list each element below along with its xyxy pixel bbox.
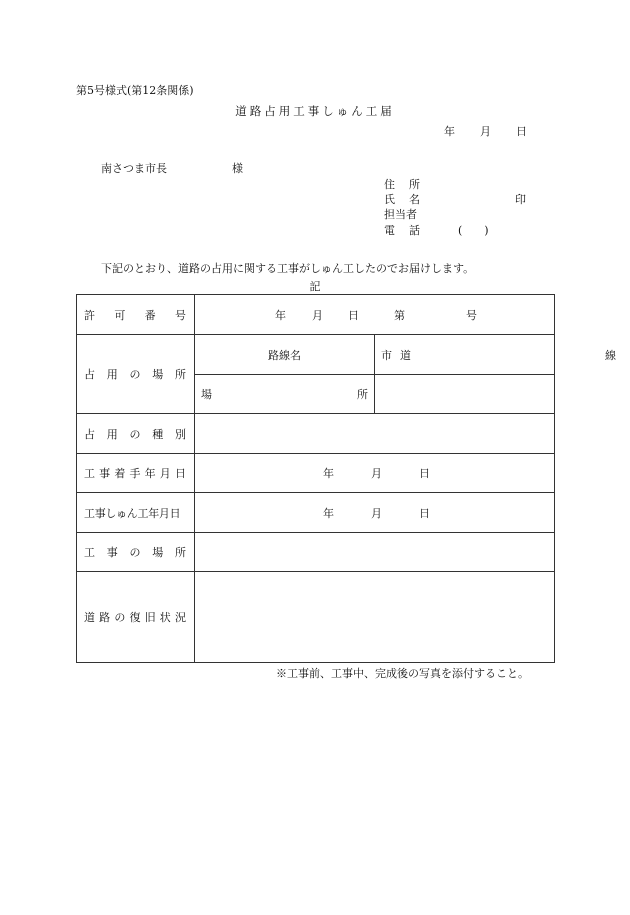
address-label-1: 住	[384, 178, 395, 191]
phone-parentheses: ( )	[458, 224, 489, 237]
route-name-field[interactable]: 市 道 線	[375, 335, 555, 375]
row-occupancy-type	[77, 414, 555, 454]
row-work-place	[77, 533, 555, 572]
row-start-date	[77, 454, 555, 493]
place-field[interactable]	[375, 375, 555, 414]
submission-year-label: 年	[444, 125, 455, 138]
row-permit-number	[77, 295, 555, 335]
permit-number-label: 許 可 番 号	[77, 295, 195, 335]
completion-form-table	[76, 294, 616, 663]
name-label-2: 名	[409, 193, 420, 206]
recipient-name: 南さつま市長	[101, 162, 167, 175]
row-occupancy-route	[77, 335, 555, 375]
photo-attachment-note: ※工事前、工事中、完成後の写真を添付すること。	[276, 667, 529, 680]
start-date-field[interactable]: 年 月 日	[195, 454, 555, 493]
person-in-charge-label: 担当者	[384, 208, 417, 221]
recipient-honorific: 様	[232, 162, 243, 175]
restoration-field[interactable]	[195, 572, 555, 663]
phone-label-1: 電	[384, 224, 395, 237]
document-title: 道路占用工事しゅん工届	[235, 104, 395, 118]
submission-month-label: 月	[480, 125, 491, 138]
place-sub-label: 場 所	[195, 375, 375, 414]
occupancy-type-label: 占 用 の 種 別	[77, 414, 195, 454]
occupancy-type-field[interactable]	[195, 414, 555, 454]
notice-text: 下記のとおり、道路の占用に関する工事がしゅん工したのでお届けします。	[101, 262, 475, 275]
completion-date-label: 工事しゅん工年月日	[77, 493, 195, 533]
form-number: 第5号様式(第12条関係)	[76, 84, 194, 97]
occupancy-place-label: 占 用 の 場 所	[77, 335, 195, 414]
start-date-label: 工 事 着 手 年 月 日	[77, 454, 195, 493]
phone-label-2: 話	[409, 224, 420, 237]
work-place-field[interactable]	[195, 533, 555, 572]
restoration-label: 道 路 の 復 旧 状 況	[77, 572, 195, 663]
ki-heading: 記	[309, 280, 321, 293]
address-label-2: 所	[409, 178, 420, 191]
row-restoration	[77, 572, 555, 663]
permit-number-field[interactable]: 年 月 日 第 号	[195, 295, 555, 335]
row-completion-date	[77, 493, 555, 533]
work-place-label: 工 事 の 場 所	[77, 533, 195, 572]
name-label-1: 氏	[384, 193, 395, 206]
submission-day-label: 日	[516, 125, 527, 138]
completion-date-field[interactable]: 年 月 日	[195, 493, 555, 533]
route-name-label: 路線名	[195, 335, 375, 375]
seal-mark: 印	[515, 193, 526, 206]
